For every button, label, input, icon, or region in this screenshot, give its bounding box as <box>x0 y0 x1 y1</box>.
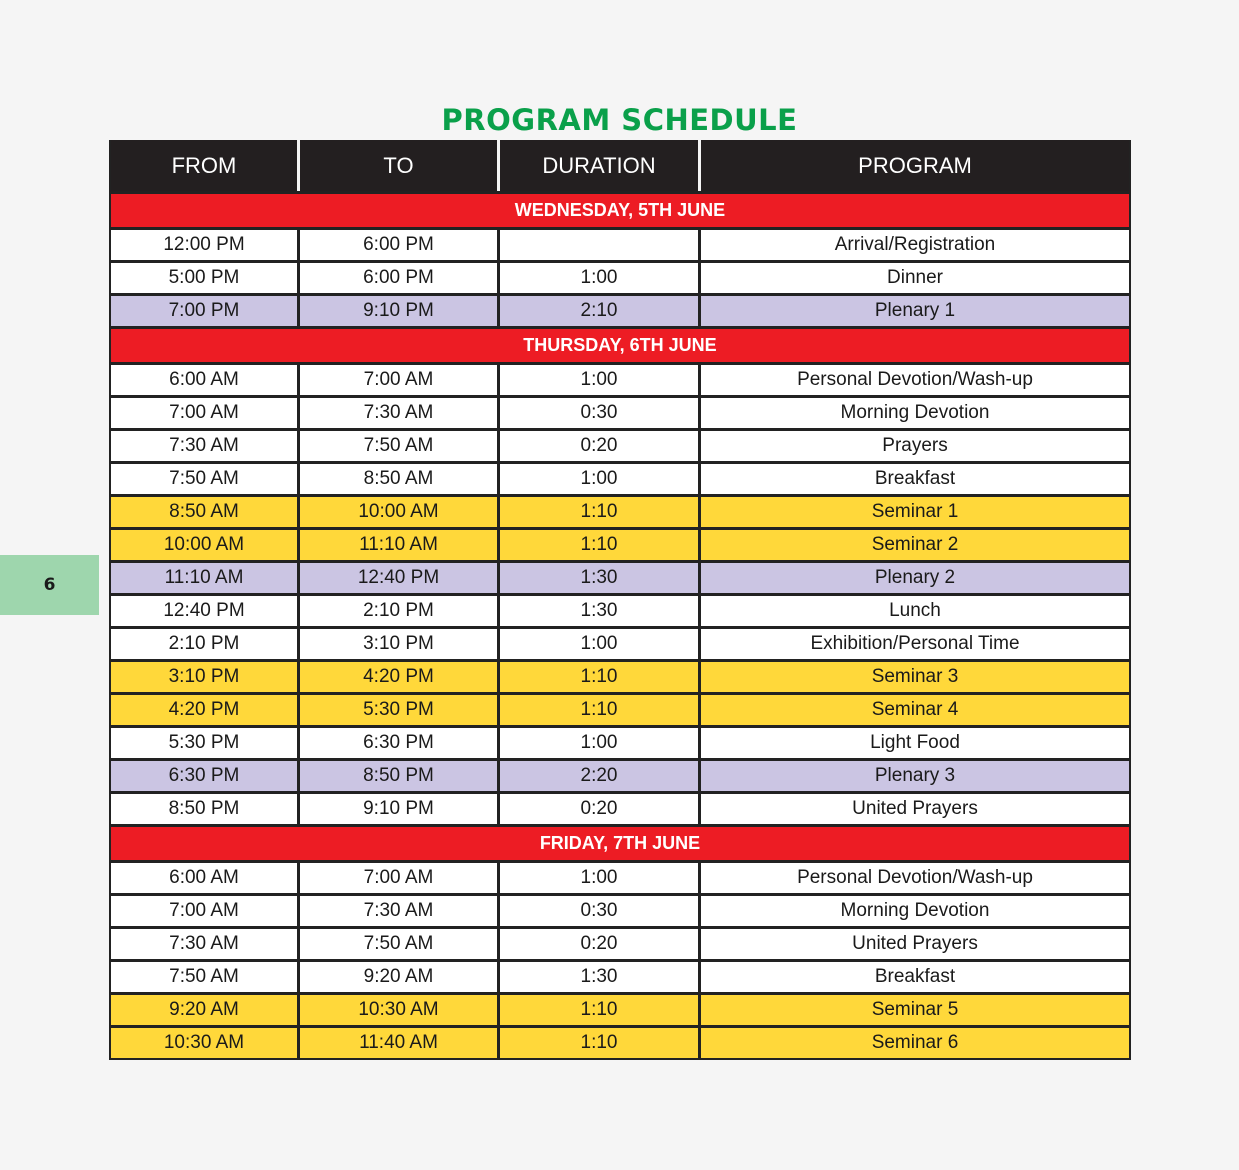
from-cell: 6:00 AM <box>111 365 300 395</box>
table-row <box>111 1025 1129 1058</box>
duration-cell: 0:20 <box>500 431 701 461</box>
page-number-tab <box>0 555 99 615</box>
duration-cell <box>500 230 701 260</box>
table-row <box>111 860 1129 893</box>
duration-cell: 1:00 <box>500 629 701 659</box>
from-cell: 12:40 PM <box>111 596 300 626</box>
to-cell: 7:50 AM <box>300 431 500 461</box>
from-cell: 2:10 PM <box>111 629 300 659</box>
from-cell: 10:00 AM <box>111 530 300 560</box>
to-cell: 6:00 PM <box>300 230 500 260</box>
to-cell: 9:20 AM <box>300 962 500 992</box>
page-title: PROGRAM SCHEDULE <box>441 103 798 137</box>
table-row <box>111 362 1129 395</box>
to-cell: 11:40 AM <box>300 1028 500 1058</box>
program-cell: Seminar 6 <box>871 1032 959 1053</box>
table-row <box>111 227 1129 260</box>
duration-cell: 1:10 <box>500 995 701 1025</box>
duration-cell: 1:10 <box>500 662 701 692</box>
program-cell: Morning Devotion <box>840 402 990 423</box>
duration-cell: 1:30 <box>500 596 701 626</box>
from-cell: 3:10 PM <box>111 662 300 692</box>
duration-cell: 1:10 <box>500 497 701 527</box>
program-cell: United Prayers <box>852 933 978 954</box>
to-cell: 4:20 PM <box>300 662 500 692</box>
to-cell: 11:10 AM <box>300 530 500 560</box>
duration-cell: 2:20 <box>500 761 701 791</box>
to-cell: 7:30 AM <box>300 398 500 428</box>
day-banner: THURSDAY, 6TH JUNE <box>111 326 1129 362</box>
from-cell: 7:00 PM <box>111 296 300 326</box>
from-cell: 7:50 AM <box>111 464 300 494</box>
table-row <box>111 893 1129 926</box>
table-row <box>111 791 1129 824</box>
duration-cell: 2:10 <box>500 296 701 326</box>
table-body <box>111 191 1129 1058</box>
to-cell: 8:50 AM <box>300 464 500 494</box>
program-cell: Seminar 2 <box>871 534 959 555</box>
program-cell: Prayers <box>882 435 948 456</box>
from-cell: 10:30 AM <box>111 1028 300 1058</box>
program-cell: United Prayers <box>852 798 978 819</box>
from-cell: 8:50 PM <box>111 794 300 824</box>
from-cell: 9:20 AM <box>111 995 300 1025</box>
to-cell: 8:50 PM <box>300 761 500 791</box>
from-cell: 8:50 AM <box>111 497 300 527</box>
to-cell: 3:10 PM <box>300 629 500 659</box>
header-duration: DURATION <box>500 140 701 191</box>
table-row <box>111 659 1129 692</box>
to-cell: 9:10 PM <box>300 296 500 326</box>
header-to: TO <box>300 140 500 191</box>
header-program: PROGRAM <box>858 152 972 178</box>
table-row <box>111 560 1129 593</box>
from-cell: 11:10 AM <box>111 563 300 593</box>
duration-cell: 0:20 <box>500 929 701 959</box>
to-cell: 10:30 AM <box>300 995 500 1025</box>
to-cell: 7:50 AM <box>300 929 500 959</box>
program-cell: Arrival/Registration <box>834 234 996 255</box>
program-cell: Personal Devotion/Wash-up <box>797 369 1033 390</box>
program-cell: Lunch <box>889 600 941 621</box>
from-cell: 7:30 AM <box>111 431 300 461</box>
table-row <box>111 692 1129 725</box>
from-cell: 7:30 AM <box>111 929 300 959</box>
table-row <box>111 926 1129 959</box>
table-row <box>111 992 1129 1025</box>
program-cell: Exhibition/Personal Time <box>810 633 1020 654</box>
day-banner: WEDNESDAY, 5TH JUNE <box>111 191 1129 227</box>
program-cell: Personal Devotion/Wash-up <box>797 867 1033 888</box>
duration-cell: 1:00 <box>500 863 701 893</box>
to-cell: 2:10 PM <box>300 596 500 626</box>
from-cell: 4:20 PM <box>111 695 300 725</box>
table-row <box>111 428 1129 461</box>
page-number: 6 <box>43 575 56 595</box>
duration-cell: 0:30 <box>500 896 701 926</box>
program-cell: Morning Devotion <box>840 900 990 921</box>
from-cell: 7:50 AM <box>111 962 300 992</box>
day-banner: FRIDAY, 7TH JUNE <box>111 824 1129 860</box>
program-cell: Seminar 3 <box>871 666 959 687</box>
program-cell: Seminar 5 <box>871 999 959 1020</box>
table-row <box>111 758 1129 791</box>
program-cell: Plenary 1 <box>874 300 956 321</box>
from-cell: 6:30 PM <box>111 761 300 791</box>
from-cell: 12:00 PM <box>111 230 300 260</box>
schedule-table <box>109 140 1131 1060</box>
to-cell: 9:10 PM <box>300 794 500 824</box>
table-row <box>111 260 1129 293</box>
program-cell: Plenary 3 <box>874 765 956 786</box>
duration-cell: 1:00 <box>500 728 701 758</box>
table-row <box>111 725 1129 758</box>
duration-cell: 1:30 <box>500 563 701 593</box>
to-cell: 7:00 AM <box>300 365 500 395</box>
table-row <box>111 293 1129 326</box>
duration-cell: 1:10 <box>500 1028 701 1058</box>
to-cell: 5:30 PM <box>300 695 500 725</box>
duration-cell: 0:30 <box>500 398 701 428</box>
program-cell: Seminar 4 <box>871 699 959 720</box>
to-cell: 6:00 PM <box>300 263 500 293</box>
table-row <box>111 527 1129 560</box>
duration-cell: 1:00 <box>500 263 701 293</box>
to-cell: 7:30 AM <box>300 896 500 926</box>
duration-cell: 0:20 <box>500 794 701 824</box>
program-cell: Breakfast <box>874 468 956 489</box>
program-cell: Breakfast <box>874 966 956 987</box>
to-cell: 7:00 AM <box>300 863 500 893</box>
from-cell: 7:00 AM <box>111 398 300 428</box>
to-cell: 10:00 AM <box>300 497 500 527</box>
duration-cell: 1:30 <box>500 962 701 992</box>
table-row <box>111 959 1129 992</box>
from-cell: 5:30 PM <box>111 728 300 758</box>
to-cell: 6:30 PM <box>300 728 500 758</box>
table-header <box>111 140 1129 191</box>
to-cell: 12:40 PM <box>300 563 500 593</box>
from-cell: 7:00 AM <box>111 896 300 926</box>
program-cell: Seminar 1 <box>871 501 959 522</box>
header-from: FROM <box>111 140 300 191</box>
table-row <box>111 395 1129 428</box>
from-cell: 5:00 PM <box>111 263 300 293</box>
duration-cell: 1:00 <box>500 464 701 494</box>
table-row <box>111 593 1129 626</box>
program-cell: Dinner <box>887 267 943 288</box>
table-row <box>111 494 1129 527</box>
duration-cell: 1:00 <box>500 365 701 395</box>
table-row <box>111 461 1129 494</box>
program-cell: Light Food <box>870 732 960 753</box>
table-row <box>111 626 1129 659</box>
program-cell: Plenary 2 <box>874 567 956 588</box>
duration-cell: 1:10 <box>500 530 701 560</box>
from-cell: 6:00 AM <box>111 863 300 893</box>
duration-cell: 1:10 <box>500 695 701 725</box>
